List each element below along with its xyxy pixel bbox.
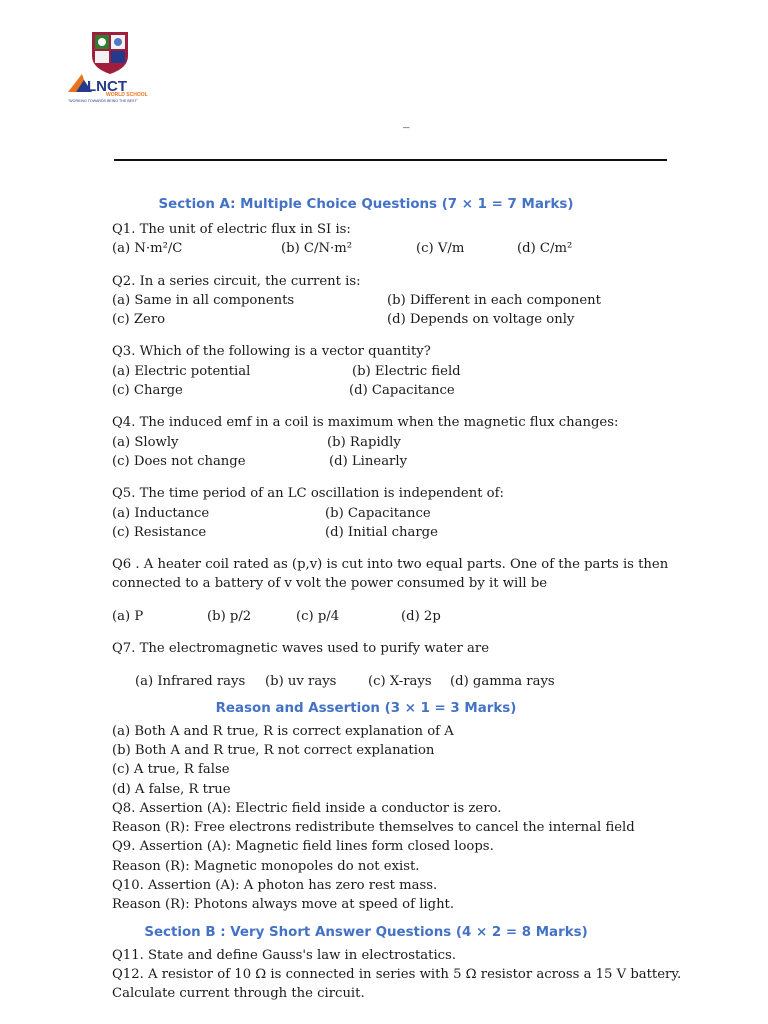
option-d: (d) 2p (401, 608, 441, 624)
section-ra-title: Reason and Assertion (3 × 1 = 3 Marks) (215, 700, 517, 716)
option-b: (b) Capacitance (325, 505, 431, 521)
question-text: Q5. The time period of an LC oscillation is independent of: (112, 486, 504, 502)
option-c: (c) Does not change (112, 453, 246, 469)
option-b: (b) Rapidly (327, 434, 401, 450)
option-a: (a) P (112, 608, 144, 624)
header-divider (114, 159, 667, 161)
question-text-continued: connected to a battery of v volt the power consumed by it will be (112, 576, 548, 592)
ra-option-c: (c) A true, R false (112, 762, 230, 778)
option-b: (b) C/N·m² (281, 241, 352, 257)
question-7 (112, 639, 712, 692)
q9-reason: Reason (R): Magnetic monopoles do not exist. (112, 858, 420, 874)
options-row (112, 362, 712, 381)
assertion-reason-block (112, 722, 712, 915)
option-d: (d) Initial charge (325, 524, 438, 540)
question-text: Q6 . A heater coil rated as (p,v) is cut into two equal parts. One of the parts is then (112, 557, 669, 573)
question-1 (112, 220, 712, 259)
section-b-title: Section B : Very Short Answer Questions (4 × 2 = 8 Marks) (144, 924, 588, 940)
option-c: (c) p/4 (296, 608, 340, 624)
q8-assertion: Q8. Assertion (A): Electric field inside a conductor is zero. (112, 800, 502, 816)
exam-content (112, 194, 712, 1004)
ra-option-d: (d) A false, R true (112, 781, 231, 797)
question-4 (112, 413, 712, 471)
options-row (112, 523, 712, 542)
ra-option-b: (b) Both A and R true, R not correct explanation (112, 742, 435, 758)
option-a: (a) N·m²/C (112, 241, 183, 257)
option-a: (a) Inductance (112, 505, 210, 521)
options-row (112, 607, 712, 626)
q12-text: Q12. A resistor of 10 Ω is connected in series with 5 Ω resistor across a 15 V battery. (112, 966, 682, 982)
question-2 (112, 272, 712, 330)
option-d: (d) Depends on voltage only (387, 312, 575, 328)
question-text: Q7. The electromagnetic waves used to purify water are (112, 641, 490, 657)
option-c: (c) V/m (416, 241, 465, 257)
option-c: (c) Resistance (112, 524, 207, 540)
question-text: Q4. The induced emf in a coil is maximum when the magnetic flux changes: (112, 415, 619, 431)
option-d: (d) gamma rays (450, 674, 555, 690)
option-b: (b) uv rays (265, 674, 337, 690)
options-row (112, 239, 712, 258)
option-d: (d) C/m² (517, 241, 573, 257)
options-row (112, 310, 712, 329)
q8-reason: Reason (R): Free electrons redistribute themselves to cancel the internal field (112, 820, 635, 836)
q10-assertion: Q10. Assertion (A): A photon has zero rest mass. (112, 878, 438, 894)
q12-text-continued: Calculate current through the circuit. (112, 986, 365, 1002)
options-row (112, 433, 712, 452)
options-row (112, 381, 712, 400)
ra-option-a: (a) Both A and R true, R is correct explanation of A (112, 723, 454, 739)
option-d: (d) Linearly (329, 453, 408, 469)
option-b: (b) p/2 (207, 608, 252, 624)
option-a: (a) Electric potential (112, 363, 251, 379)
option-a: (a) Same in all components (112, 292, 295, 308)
option-a: (a) Slowly (112, 434, 179, 450)
q11-text: Q11. State and define Gauss's law in electrostatics. (112, 947, 457, 963)
logo-tagline: "WORKING TOWARDS BEING THE BEST" (68, 99, 138, 103)
lnct-logo-icon (66, 30, 154, 104)
question-text: Q2. In a series circuit, the current is: (112, 273, 361, 289)
school-logo (66, 30, 154, 104)
option-a: (a) Infrared rays (135, 674, 246, 690)
options-row (112, 452, 712, 471)
option-b: (b) Different in each component (387, 292, 601, 308)
q9-assertion: Q9. Assertion (A): Magnetic field lines form closed loops. (112, 839, 494, 855)
option-c: (c) Zero (112, 312, 166, 328)
section-a-title: Section A: Multiple Choice Questions (7 × 1 = 7 Marks) (158, 197, 574, 212)
question-text: Q3. Which of the following is a vector quantity? (112, 344, 431, 360)
header-mark: _ (403, 114, 410, 129)
options-row (112, 672, 712, 691)
short-answer-block (112, 946, 712, 1004)
question-text: Q1. The unit of electric flux in SI is: (112, 222, 351, 237)
question-6 (112, 555, 712, 626)
question-5 (112, 484, 712, 542)
option-d: (d) Capacitance (349, 383, 455, 399)
logo-sub-text: WORLD SCHOOL (106, 92, 148, 98)
q10-reason: Reason (R): Photons always move at speed of light. (112, 897, 455, 913)
question-3 (112, 342, 712, 400)
option-c: (c) X-rays (368, 674, 432, 690)
options-row (112, 504, 712, 523)
option-c: (c) Charge (112, 383, 183, 399)
options-row (112, 291, 712, 310)
option-b: (b) Electric field (352, 363, 461, 379)
logo-brand-text: LNCT (87, 78, 127, 95)
